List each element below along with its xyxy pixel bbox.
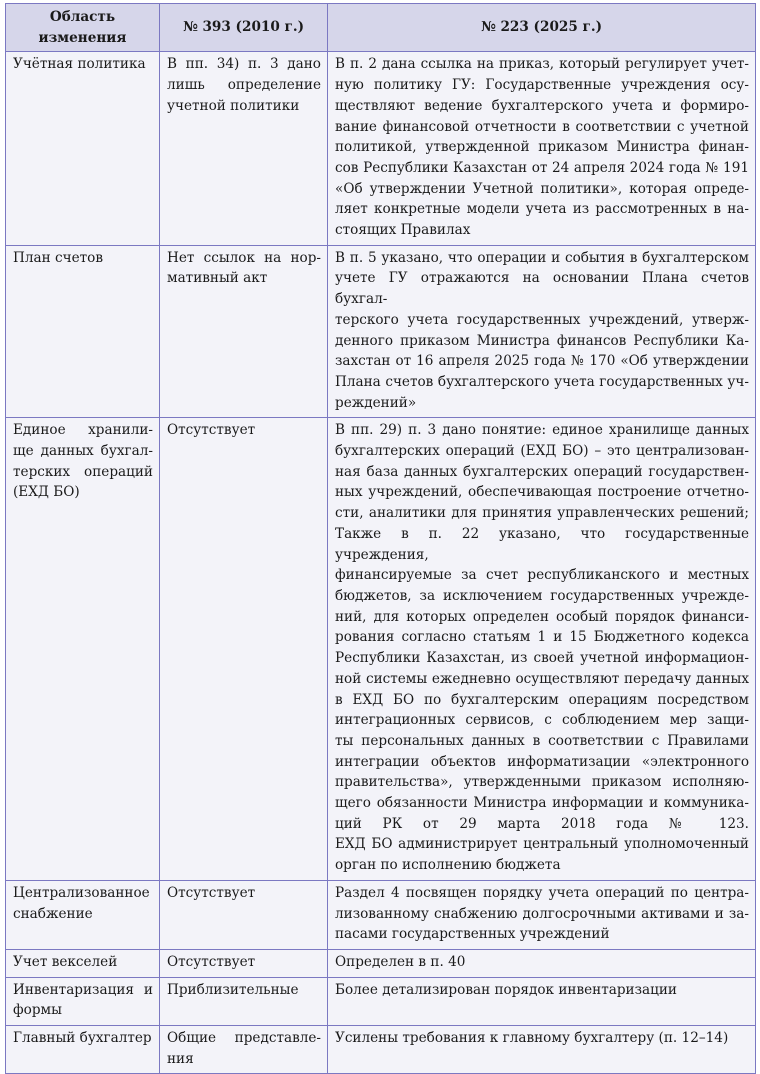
cell-text-line: правительства», утвержденными приказом исполняю- (335, 774, 749, 791)
cell-text-line: Отсутствует (167, 953, 256, 970)
cell-text-line: Нет ссылок на нор- (167, 249, 321, 266)
cell-text-line: терского учета государственных учреждений, утверж- (335, 311, 749, 328)
cell-text-line: терских операций (13, 463, 153, 480)
cell-text-line: Усилены требования к главному бухгалтеру (п. 12–14) (335, 1030, 729, 1047)
cell-new-rules (328, 1026, 756, 1074)
cell-old-rules (160, 949, 328, 977)
cell-text-line: бухгалтерских операций (ЕХД БО) – это централизован- (335, 443, 749, 460)
header-line: № 393 (2010 г.) (182, 19, 305, 36)
table-header (6, 4, 756, 52)
cell-old-rules (160, 1026, 328, 1074)
cell-text-line: Учет векселей (13, 953, 118, 970)
cell-text-line: орган по исполнению бюджета (335, 857, 561, 874)
header-new-rules (328, 4, 756, 52)
cell-text-line: ний, для которых определен особый порядок финанси- (335, 608, 749, 625)
cell-text-line: интеграционных сервисов, с соблюдением мер защи- (335, 712, 749, 729)
header-old-rules (160, 4, 328, 52)
cell-text-line: ты персональных данных в соответствии с Правилами (335, 732, 749, 749)
cell-text-line: ную политику ГУ: Государственные учреждения осу- (335, 77, 749, 94)
cell-text-line: План счетов (13, 249, 103, 266)
cell-text-line: бюджетов, за исключением государственных учрежде- (335, 587, 749, 604)
table-row (6, 418, 756, 880)
cell-text-line: «Об утверждении Учетной политики», которая опреде- (335, 180, 749, 197)
cell-text-line: ществляют ведение бухгалтерского учета и формиро- (335, 97, 749, 114)
cell-new-rules (328, 949, 756, 977)
cell-text-line: Раздел 4 посвящен порядку учета операций по центра- (335, 884, 749, 901)
cell-text-line: ных учреждений, обеспечивающая построение отчетно- (335, 484, 749, 501)
cell-text-line: щего обязанности Министра информации и коммуника- (335, 795, 749, 812)
cell-text-line: ляет конкретные модели учета из рассмотренных в на- (335, 201, 749, 218)
table-row (6, 880, 756, 949)
cell-text-line: вание финансовой отчетности в соответствии с учетной (335, 118, 749, 135)
cell-new-rules (328, 880, 756, 949)
header-row (6, 4, 756, 52)
cell-text-line: Приблизительные (167, 981, 299, 998)
cell-area (6, 977, 160, 1025)
cell-area (6, 949, 160, 977)
cell-text-line: ния (167, 1050, 194, 1067)
header-line: № 223 (2025 г.) (480, 19, 603, 36)
cell-text-line: сов Республики Казахстан от 24 апреля 2024 года № 191 (335, 159, 749, 176)
cell-old-rules (160, 977, 328, 1025)
cell-new-rules (328, 245, 756, 418)
cell-text-line: захстан от 16 апреля 2025 года № 170 «Об утверждении (335, 353, 749, 370)
header-line: Область (49, 9, 116, 25)
cell-text-line: Единое хранили- (13, 422, 153, 439)
cell-old-rules (160, 245, 328, 418)
cell-text-line: рования согласно статьям 1 и 15 Бюджетного кодекса (335, 629, 749, 646)
cell-text-line: В п. 2 дана ссылка на приказ, который регулирует учет- (335, 56, 749, 73)
cell-text-line: Общие представле- (167, 1030, 321, 1047)
table-row (6, 52, 756, 245)
cell-text-line: снабжение (13, 905, 93, 922)
cell-text-line: мативный акт (167, 270, 268, 287)
cell-text-line: Учётная политика (13, 56, 146, 73)
cell-text-line: политикой, утвержденной приказом Министра финан- (335, 139, 749, 156)
table-row (6, 949, 756, 977)
header-area (6, 4, 160, 52)
cell-text-line: Определен в п. 40 (335, 953, 466, 970)
cell-text-line: учете ГУ отражаются на основании Плана счетов бухгал- (335, 270, 749, 308)
cell-text-line: ЕХД БО администрирует центральный уполномоченный (335, 836, 749, 853)
cell-text-line: денного приказом Министра финансов Республики Ка- (335, 332, 749, 349)
table-row (6, 245, 756, 418)
cell-text-line: Более детализирован порядок инвентаризации (335, 981, 677, 998)
cell-text-line: Главный бухгалтер (13, 1030, 152, 1047)
cell-text-line: В п. 5 указано, что операции и события в бухгалтерском (335, 249, 749, 266)
cell-text-line: в ЕХД БО по бухгалтерским операциям посредством (335, 691, 749, 708)
cell-area (6, 1026, 160, 1074)
cell-text-line: финансируемые за счет республиканского и местных (335, 567, 749, 584)
cell-new-rules (328, 977, 756, 1025)
cell-area (6, 52, 160, 245)
cell-text-line: Централизованное (13, 884, 150, 901)
table-row (6, 1026, 756, 1074)
cell-old-rules (160, 52, 328, 245)
cell-text-line: пасами государственных учреждений (335, 926, 610, 943)
header-line: изменения (38, 29, 127, 46)
comparison-table (5, 3, 756, 1074)
cell-text-line: ще данных бухгал- (13, 443, 153, 460)
cell-text-line: Инвентаризация и (13, 981, 153, 998)
comparison-table-container (5, 3, 755, 1074)
cell-text-line: Республики Казахстан, из своей учетной информацион- (335, 650, 749, 667)
cell-old-rules (160, 418, 328, 880)
cell-area (6, 245, 160, 418)
cell-text-line: учетной политики (167, 97, 300, 114)
cell-text-line: реждений» (335, 394, 417, 411)
table-row (6, 977, 756, 1025)
cell-text-line: В пп. 29) п. 3 дано понятие: единое хранилище данных (335, 422, 749, 439)
cell-text-line: лишь определение (167, 77, 321, 94)
cell-text-line: сти, аналитики для принятия управленческих решений; (335, 505, 749, 522)
cell-text-line: ций РК от 29 марта 2018 года № 123. (335, 815, 749, 832)
cell-text-line: лизованному снабжению долгосрочными активами и за- (335, 905, 749, 922)
cell-text-line: интеграции объектов информатизации «электронного (335, 753, 749, 770)
cell-text-line: формы (13, 1002, 62, 1019)
cell-text-line: Отсутствует (167, 884, 256, 901)
cell-text-line: Отсутствует (167, 422, 256, 439)
cell-text-line: ная база данных бухгалтерских операций государствен- (335, 463, 749, 480)
cell-text-line: В пп. 34) п. 3 дано (167, 56, 321, 73)
cell-text-line: Также в п. 22 указано, что государственные учреждения, (335, 525, 749, 563)
cell-text-line: ной системы ежедневно осуществляют передачу данных (335, 670, 749, 687)
cell-new-rules (328, 52, 756, 245)
cell-text-line: стоящих Правилах (335, 222, 471, 239)
cell-area (6, 880, 160, 949)
cell-new-rules (328, 418, 756, 880)
table-body (6, 52, 756, 1074)
cell-text-line: (ЕХД БО) (13, 484, 80, 501)
cell-old-rules (160, 880, 328, 949)
cell-text-line: Плана счетов бухгалтерского учета государственных уч- (335, 373, 749, 390)
cell-area (6, 418, 160, 880)
